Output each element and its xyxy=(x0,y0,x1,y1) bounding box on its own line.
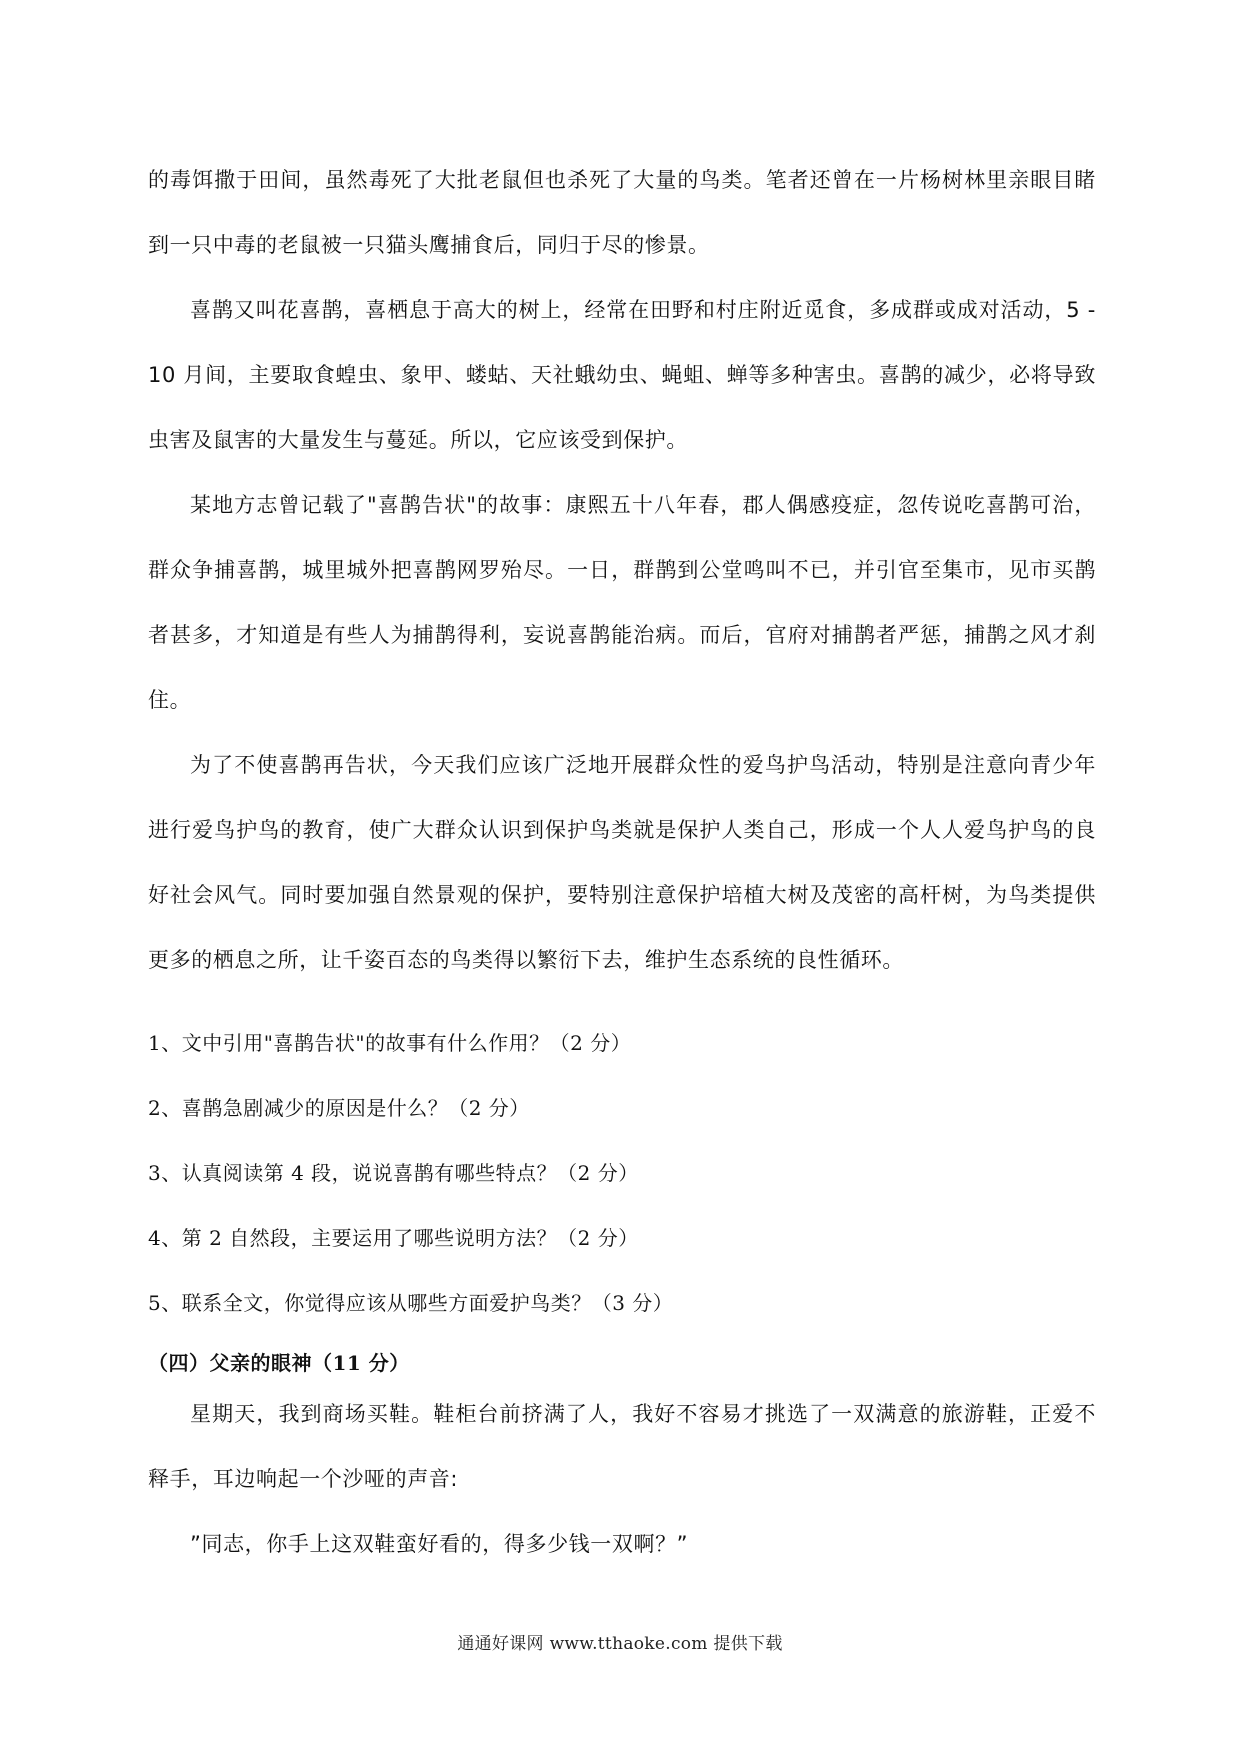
page-footer: 通通好课网 www.tthaoke.com 提供下载 xyxy=(457,1634,783,1654)
paragraph-protect-birds: 为了不使喜鹊再告状，今天我们应该广泛地开展群众性的爱鸟护鸟活动，特别是注意向青少年进行爱鸟护鸟的教育，使广大群众认识到保护鸟类就是保护人类自己，形成一个人人爱鸟护鸟的良好社会风气。同时要加强自然景观的保护，要特别注意保护培植大树及茂密的高杆树，为鸟类提供更多的栖息之所，让千姿百态的鸟类得以繁衍下去，维护生态系统的良性循环。 xyxy=(148,753,1096,972)
story-paragraph-shoe-shopping: 星期天，我到商场买鞋。鞋柜台前挤满了人，我好不容易才挑选了一双满意的旅游鞋，正爱不释手，耳边响起一个沙哑的声音: xyxy=(148,1402,1096,1491)
question-4: 4、第 2 自然段，主要运用了哪些说明方法？（2 分） xyxy=(148,1226,639,1250)
question-3: 3、认真阅读第 4 段，说说喜鹊有哪些特点？（2 分） xyxy=(148,1161,639,1185)
story-paragraph-dialogue: ”同志，你手上这双鞋蛮好看的，得多少钱一双啊？” xyxy=(190,1532,689,1556)
question-5: 5、联系全文，你觉得应该从哪些方面爱护鸟类？（3 分） xyxy=(148,1291,674,1315)
section-heading-fathers-eyes: （四）父亲的眼神（11 分） xyxy=(148,1351,410,1375)
paragraph-magpie-description: 喜鹊又叫花喜鹊，喜栖息于高大的树上，经常在田野和村庄附近觅食，多成群或成对活动，5 - 10 月间，主要取食蝗虫、象甲、蝼蛄、天社蛾幼虫、蝇蛆、蝉等多种害虫。喜鹊的减少，必将导致虫害及鼠害的大量发生与蔓延。所以，它应该受到保护。 xyxy=(148,298,1096,452)
question-2: 2、喜鹊急剧减少的原因是什么？（2 分） xyxy=(148,1096,530,1120)
question-1: 1、文中引用"喜鹊告状"的故事有什么作用？（2 分） xyxy=(148,1031,632,1055)
paragraph-poison-bait: 的毒饵撒于田间，虽然毒死了大批老鼠但也杀死了大量的鸟类。笔者还曾在一片杨树林里亲眼目睹到一只中毒的老鼠被一只猫头鹰捕食后，同归于尽的惨景。 xyxy=(148,168,1096,257)
paragraph-magpie-complaint-story: 某地方志曾记载了"喜鹊告状"的故事：康熙五十八年春，郡人偶感疫症，忽传说吃喜鹊可治，群众争捕喜鹊，城里城外把喜鹊网罗殆尽。一日，群鹊到公堂鸣叫不已，并引官至集市，见市买鹊者甚多，才知道是有些人为捕鹊得利，妄说喜鹊能治病。而后，官府对捕鹊者严惩，捕鹊之风才刹住。 xyxy=(148,493,1096,712)
